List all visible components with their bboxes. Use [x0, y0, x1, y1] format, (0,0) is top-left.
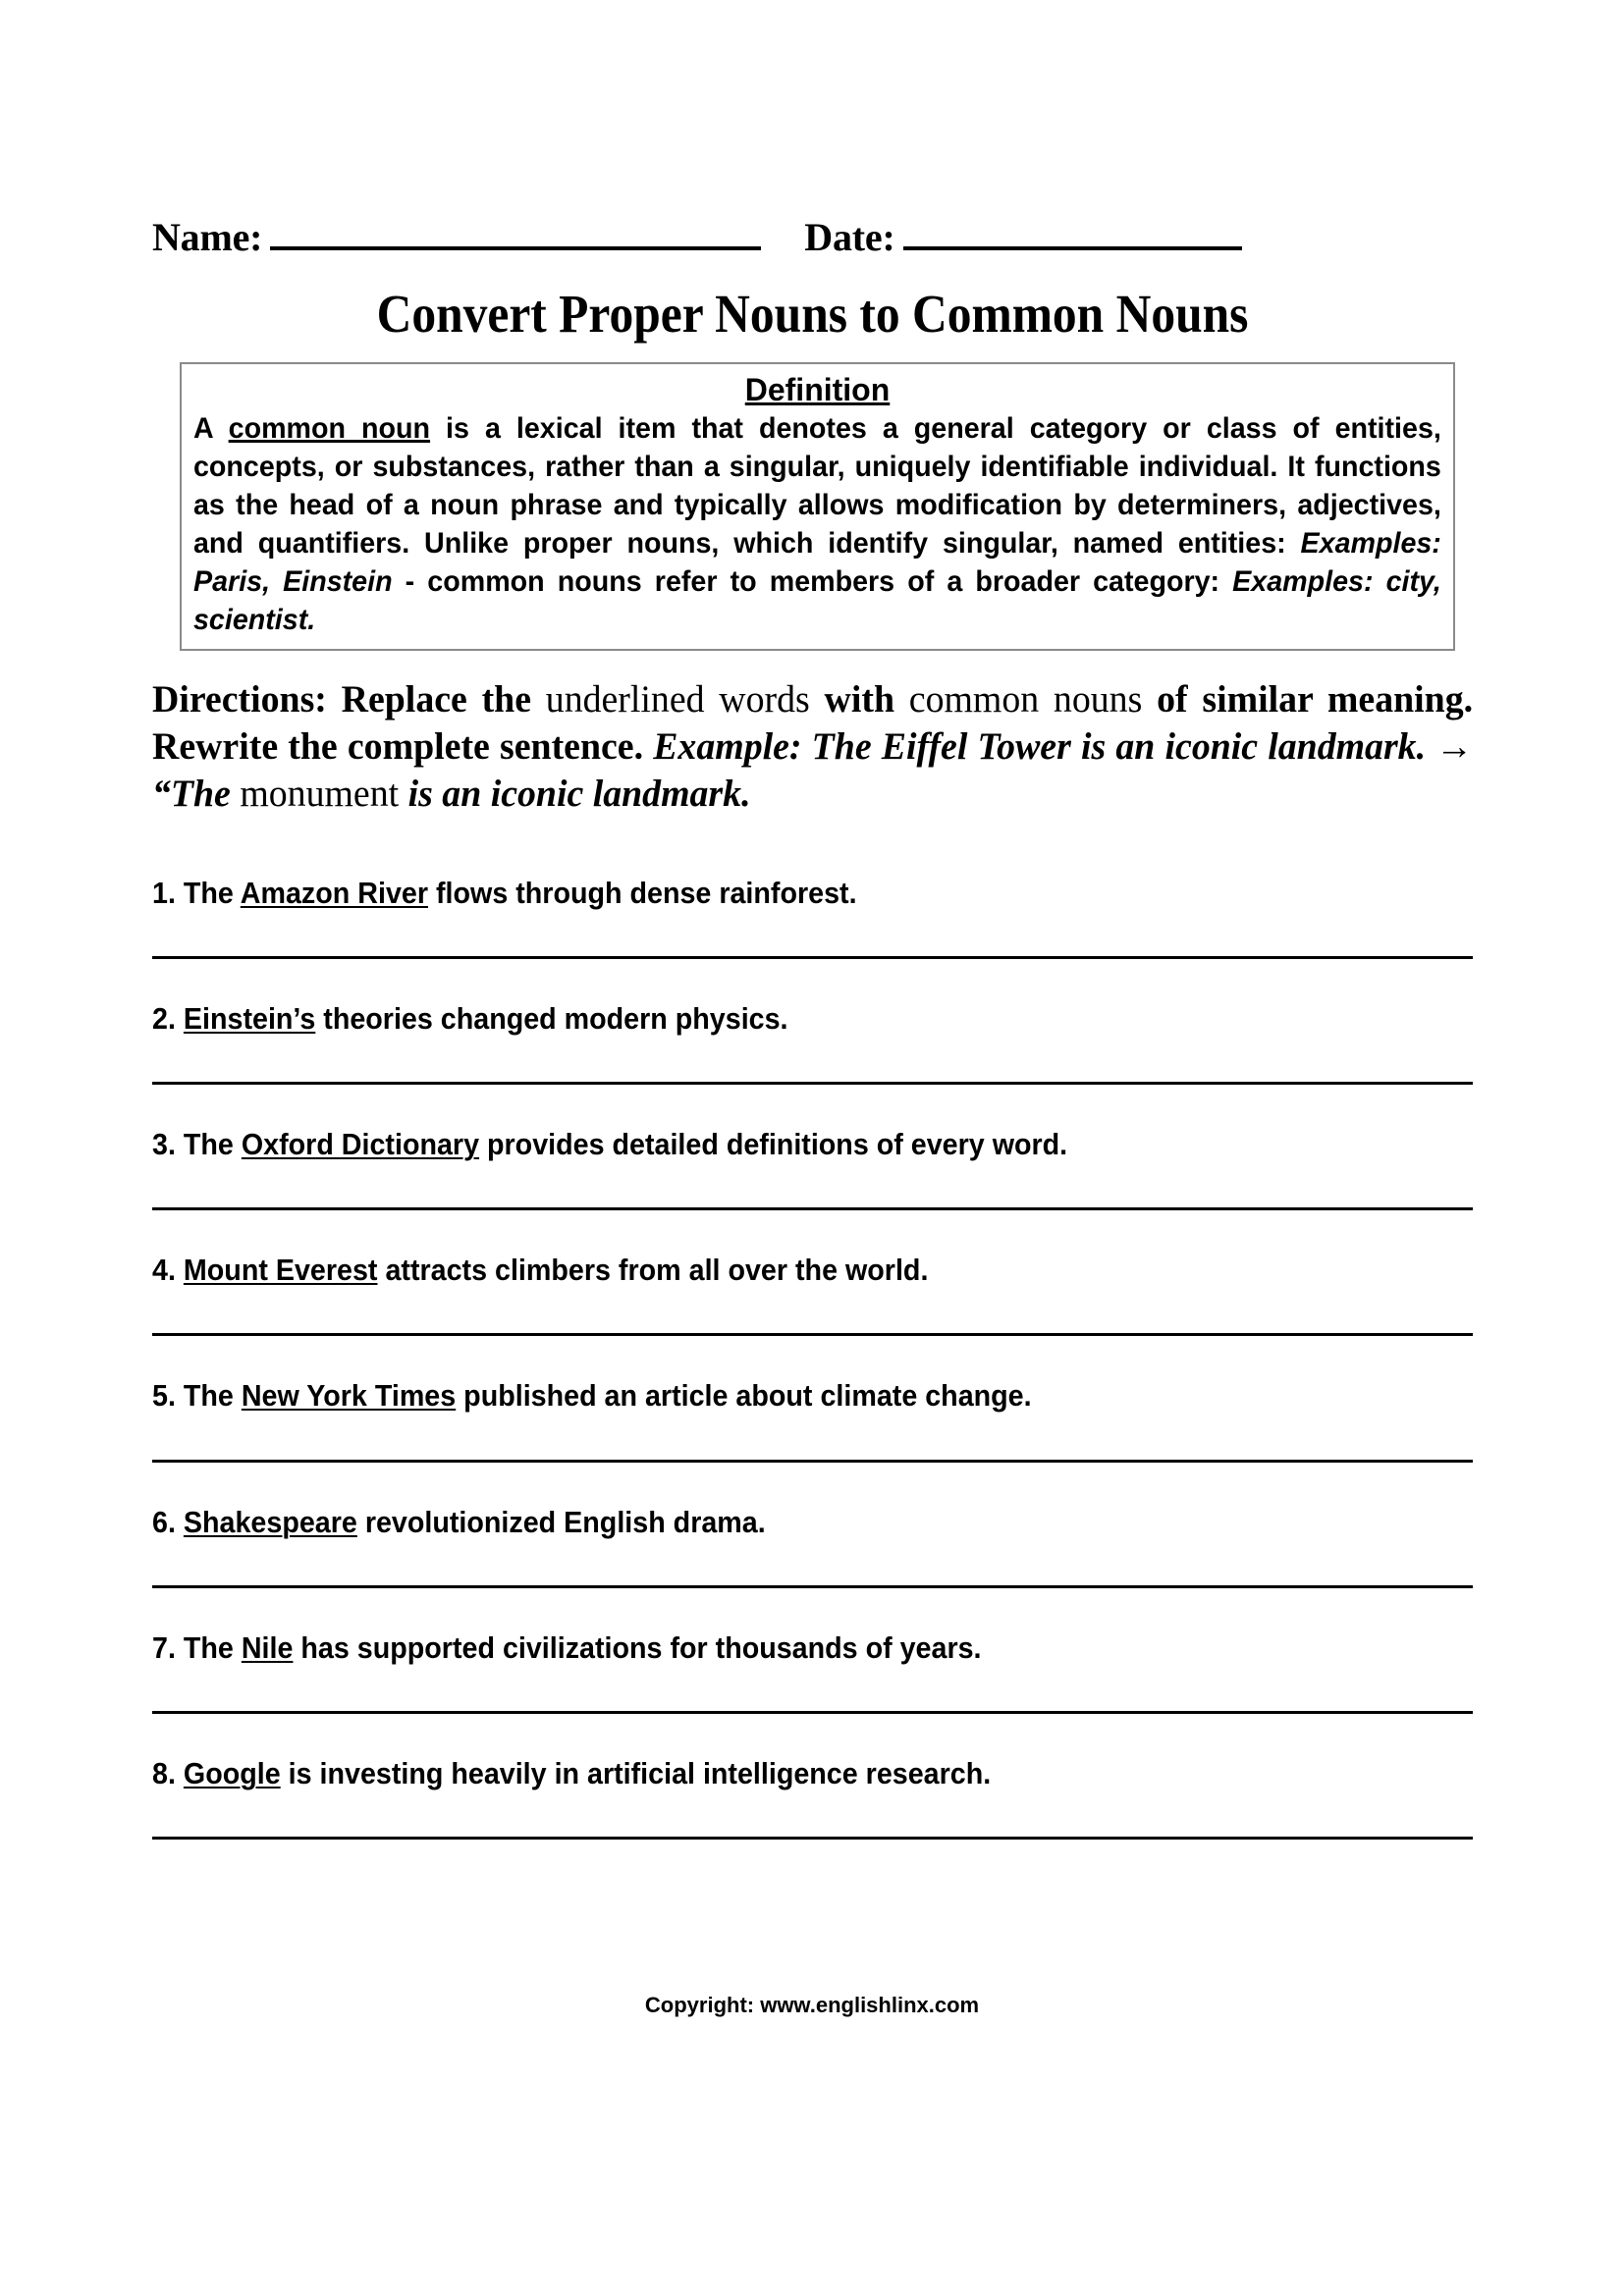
question-after: provides detailed definitions of every word. [479, 1127, 1068, 1162]
directions-paragraph [152, 676, 1473, 818]
proper-noun: Einstein’s [183, 1000, 316, 1036]
answer-line[interactable] [152, 1082, 1473, 1085]
question-before: The [183, 1378, 242, 1414]
answer-line[interactable] [152, 1460, 1473, 1463]
date-label: Date: [804, 215, 895, 259]
question-text [152, 1504, 1472, 1540]
question-before: The [183, 1629, 242, 1665]
arrow-icon: → [1426, 724, 1474, 768]
proper-noun: Mount Everest [183, 1253, 378, 1288]
question-item [152, 1629, 1473, 1714]
question-number: 5. [152, 1378, 176, 1414]
proper-noun: Google [183, 1755, 281, 1790]
directions-regular-2: common nouns [908, 677, 1143, 721]
question-number: 4. [152, 1253, 176, 1288]
question-before: The [183, 1127, 242, 1162]
question-after: has supported civilizations for thousands of years. [293, 1629, 982, 1665]
question-item [152, 1000, 1473, 1085]
answer-line[interactable] [152, 1585, 1473, 1588]
question-after: revolutionized English drama. [356, 1504, 766, 1539]
question-number: 3. [152, 1127, 176, 1162]
question-after: flows through dense rainforest. [428, 875, 857, 910]
directions-mid-1: with [809, 677, 909, 721]
proper-noun: Amazon River [240, 875, 429, 910]
question-text [152, 1252, 1472, 1288]
proper-noun: Nile [241, 1629, 294, 1665]
copyright-text: Copyright: www.englishlinx.com [644, 1993, 980, 2017]
question-item [152, 1252, 1473, 1336]
name-date-row [152, 214, 1473, 260]
page-title: Convert Proper Nouns to Common Nouns [376, 284, 1249, 344]
questions-list [152, 875, 1473, 1841]
question-text [152, 1000, 1472, 1037]
directions-example-2: “The [152, 772, 241, 815]
proper-noun: Oxford Dictionary [241, 1127, 480, 1162]
name-input-line[interactable] [270, 221, 761, 250]
answer-line[interactable] [152, 1711, 1473, 1714]
footer [0, 1993, 1624, 2018]
directions-lead: Directions: Replace the [152, 677, 546, 721]
question-after: attracts climbers from all over the world. [377, 1253, 929, 1288]
definition-term: common noun [228, 411, 431, 445]
question-text [152, 1377, 1472, 1414]
date-input-line[interactable] [903, 221, 1242, 250]
answer-line[interactable] [152, 1333, 1473, 1336]
question-item [152, 1755, 1473, 1840]
question-number: 7. [152, 1629, 176, 1665]
directions-example-3: is an iconic landmark. [399, 772, 751, 815]
question-number: 8. [152, 1755, 176, 1790]
question-after: is investing heavily in artificial intelligence research. [280, 1755, 992, 1790]
question-after: published an article about climate change. [456, 1378, 1032, 1414]
question-item [152, 1377, 1473, 1462]
directions-regular-3: monument [240, 772, 400, 815]
answer-line[interactable] [152, 1837, 1473, 1840]
question-item [152, 875, 1473, 959]
name-label: Name: [152, 215, 263, 259]
directions-regular-1: underlined words [545, 677, 810, 721]
question-before: The [183, 875, 241, 910]
definition-segment-1: A [193, 411, 229, 445]
question-number: 1. [152, 875, 176, 910]
question-after: theories changed modern physics. [315, 1000, 788, 1036]
question-item [152, 1504, 1473, 1588]
definition-segment-3: - common nouns refer to members of a broader category: [392, 564, 1233, 598]
definition-segment-2: is a lexical item that denotes a general category or class of entities, concepts, or substances, rather than a singular, uniquely identifiable individual. It functions as the head of a noun phrase and typically allows modification by determiners, adjectives, and quantifiers. Unlike proper nouns, which identify singular, named entities: [193, 411, 1441, 560]
definition-heading: Definition [744, 371, 891, 407]
question-text [152, 1629, 1472, 1666]
question-number: 6. [152, 1504, 176, 1539]
question-item [152, 1126, 1473, 1210]
answer-line[interactable] [152, 956, 1473, 959]
definition-example-proper: Examples: Paris, Einstein [193, 526, 1441, 598]
question-text [152, 1755, 1472, 1791]
worksheet-content [152, 214, 1473, 1881]
directions-example-1: Example: The Eiffel Tower is an iconic landmark. [653, 724, 1427, 768]
proper-noun: New York Times [241, 1378, 457, 1414]
answer-line[interactable] [152, 1207, 1473, 1210]
definition-box [180, 362, 1455, 651]
proper-noun: Shakespeare [183, 1504, 357, 1539]
directions-mid-2: of similar meaning. Rewrite the complete sentence. [152, 677, 1474, 768]
question-text [152, 1126, 1472, 1162]
definition-example-common: Examples: city, scientist. [193, 564, 1441, 636]
question-text [152, 875, 1472, 911]
question-number: 2. [152, 1000, 176, 1036]
definition-body [193, 409, 1441, 639]
